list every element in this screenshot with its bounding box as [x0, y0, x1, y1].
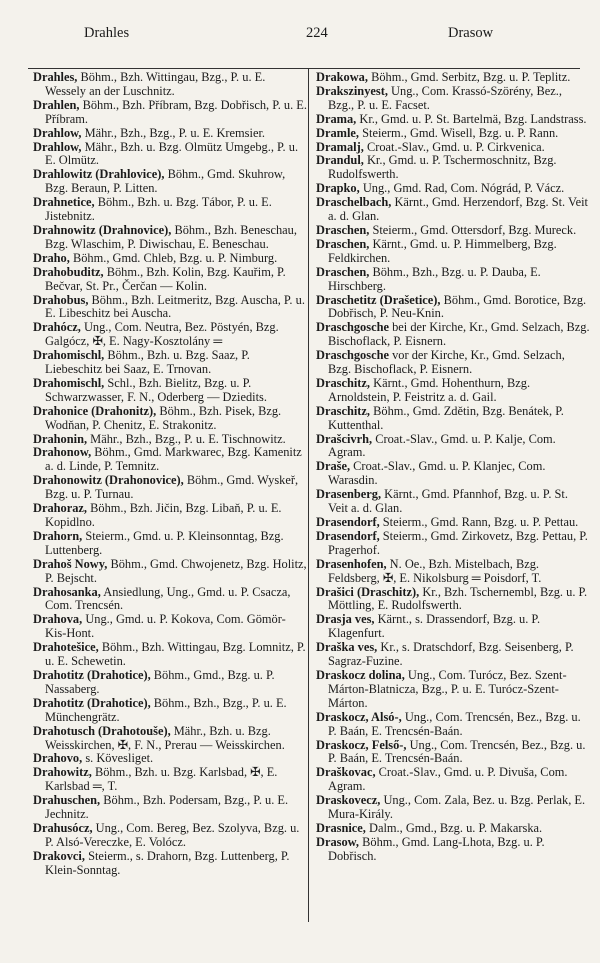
- entry-headword: Drakowa,: [316, 70, 368, 84]
- entry-headword: Drandul,: [316, 153, 364, 168]
- entry-text: Ansiedlung, Ung., Gmd. u. P. Csacza, Com. Trencsén.: [45, 584, 291, 613]
- gazetteer-entry: [316, 321, 590, 349]
- entry-text: Böhm., Gmd. Wyskeř, Bzg. u. P. Turnau.: [45, 473, 299, 502]
- gazetteer-entry: [33, 196, 307, 224]
- entry-headword: Dramle,: [316, 125, 360, 140]
- entry-headword: Drasendorf,: [316, 528, 380, 543]
- entry-headword: Drahnowitz (Drahnovice),: [33, 222, 172, 237]
- entry-headword: Drahotusch (Drahotouše),: [33, 723, 171, 738]
- gazetteer-entry: [316, 530, 590, 558]
- gazetteer-entry: [316, 460, 590, 488]
- entry-headword: Drahova,: [33, 612, 83, 627]
- entry-text: Böhm., Bzh. Pisek, Bzg. Wodňan, P. Chenitz, E. Strakonitz.: [45, 403, 282, 432]
- gazetteer-entry: [33, 752, 307, 766]
- gazetteer-entry: [316, 405, 590, 433]
- entry-headword: Drahovo,: [33, 751, 83, 766]
- gazetteer-entry: [33, 502, 307, 530]
- gazetteer-entry: [316, 71, 590, 85]
- gazetteer-entry: [33, 224, 307, 252]
- entry-headword: Drahobuditz,: [33, 264, 104, 279]
- gazetteer-entry: [33, 168, 307, 196]
- entry-headword: Drahuschen,: [33, 793, 101, 808]
- gazetteer-entry: [316, 586, 590, 614]
- gazetteer-entry: [316, 224, 590, 238]
- entry-text: Böhm., Gmd. Markwarec, Bzg. Kamenitz a. d. Linde, P. Temnitz.: [45, 445, 302, 474]
- entry-text: Böhm., Bzh. u. Bzg. Saaz, P. Liebeschitz bei Saaz, E. Trnovan.: [45, 348, 250, 377]
- gazetteer-entry: [316, 349, 590, 377]
- gazetteer-entry: [316, 113, 590, 127]
- entry-text: Ung., Gmd. Rad, Com. Nógrád, P. Vácz.: [362, 181, 565, 196]
- gazetteer-entry: [33, 474, 307, 502]
- entry-headword: Drahonice (Drahonitz),: [33, 403, 157, 418]
- entry-text: Dalm., Gmd., Bzg. u. P. Makarska.: [369, 820, 543, 835]
- entry-headword: Draschitz,: [316, 375, 371, 390]
- entry-text: Böhm., Bzh. Leitmeritz, Bzg. Auscha, P. u. E. Libeschitz bei Auscha.: [45, 292, 305, 321]
- entry-headword: Drahotitz (Drahotice),: [33, 667, 151, 682]
- entry-text: Kr., s. Dratschdorf, Bzg. Seisenberg, P. Sagraz-Fuzine.: [328, 640, 574, 669]
- gazetteer-entry: [33, 294, 307, 322]
- running-head-left: Drahles: [84, 25, 130, 41]
- gazetteer-entry: [316, 182, 590, 196]
- gazetteer-entry: [316, 558, 590, 586]
- entry-headword: Draskocz, Alsó-,: [316, 709, 402, 724]
- gazetteer-entry: [33, 377, 307, 405]
- gazetteer-entry: [33, 697, 307, 725]
- entry-text: Kärnt., Gmd. Herzendorf, Bzg. St. Veit a. d. Glan.: [328, 195, 588, 224]
- entry-headword: Drahles,: [33, 70, 78, 84]
- entry-text: Böhm., Bzh. u. Bzg. Tábor, P. u. E. Jistebnitz.: [45, 195, 272, 224]
- entry-text: Böhm., Gmd. Serbitz, Bzg. u. P. Teplitz.: [371, 70, 571, 84]
- gazetteer-entry: [316, 141, 590, 155]
- gazetteer-entry: [33, 822, 307, 850]
- entry-headword: Drahomischl,: [33, 348, 105, 363]
- column-divider: [308, 69, 309, 922]
- entry-text: Croat.-Slav., Gmd. u. P. Kalje, Com. Agram.: [328, 431, 556, 460]
- entry-headword: Drahotitz (Drahotice),: [33, 695, 151, 710]
- entry-headword: Draschen,: [316, 236, 370, 251]
- gazetteer-entry: [316, 196, 590, 224]
- entry-text: Ung., Com. Turócz, Bez. Szent-Márton-Blatnicza, Bzg., P. u. E. Turócz-Szent-Márton.: [328, 667, 567, 710]
- entry-headword: Drasenhofen,: [316, 556, 387, 571]
- gazetteer-entry: [33, 433, 307, 447]
- gazetteer-entry: [33, 794, 307, 822]
- entry-text: Steierm., Gmd. Ottersdorf, Bzg. Mureck.: [372, 222, 577, 237]
- gazetteer-entry: [33, 321, 307, 349]
- entry-text: s. Kövesliget.: [85, 751, 154, 766]
- entry-text: Kärnt., Gmd. Hohenthurn, Bzg. Arnoldstein, P. Feistritz a. d. Gail.: [328, 375, 531, 404]
- gazetteer-entry: [33, 669, 307, 697]
- gazetteer-entry: [33, 349, 307, 377]
- entry-headword: Drasenberg,: [316, 487, 382, 502]
- entry-text: Böhm., Gmd. Lang-Lhota, Bzg. u. P. Dobřisch.: [328, 834, 545, 863]
- entry-text: Böhm., Gmd. Skuhrow, Bzg. Beraun, P. Litten.: [45, 167, 286, 196]
- entry-text: Ung., Com. Neutra, Bez. Pöstyén, Bzg. Galgócz, ✠, E. Nagy-Kosztolány ═: [45, 320, 279, 349]
- right-column: [316, 71, 590, 864]
- entry-text: Böhm., Bzh. Wittingau, Bzg. Lomnitz, P. u. E. Schewetin.: [45, 640, 306, 669]
- gazetteer-entry: [316, 433, 590, 461]
- gazetteer-entry: [316, 641, 590, 669]
- entry-text: Steierm., Gmd. Zirkovetz, Bzg. Pettau, P. Pragerhof.: [328, 528, 588, 557]
- entry-headword: Draška ves,: [316, 640, 378, 655]
- entry-text: Böhm., Bzh. Příbram, Bzg. Dobřisch, P. u. E. Příbram.: [45, 97, 307, 126]
- gazetteer-entry: [316, 85, 590, 113]
- header-rule: [28, 68, 580, 69]
- entry-headword: Drahosanka,: [33, 584, 101, 599]
- entry-text: Kr., Gmd. u. P. St. Bartelmä, Bzg. Landstrass.: [359, 111, 587, 126]
- gazetteer-entry: [316, 669, 590, 711]
- entry-headword: Drašici (Draschitz),: [316, 584, 420, 599]
- entry-text: Kärnt., Gmd. Pfannhof, Bzg. u. P. St. Veit a. d. Glan.: [328, 487, 568, 516]
- entry-headword: Draschetitz (Drašetice),: [316, 292, 441, 307]
- entry-text: Kärnt., Gmd. u. P. Himmelberg, Bzg. Feldkirchen.: [328, 236, 557, 265]
- gazetteer-entry: [316, 836, 590, 864]
- entry-text: Ung., Com. Zala, Bez. u. Bzg. Perlak, E. Mura-Király.: [328, 793, 586, 822]
- entry-headword: Drakszinyest,: [316, 83, 388, 98]
- running-head-right: Drasow: [448, 25, 494, 41]
- entry-headword: Draschitz,: [316, 403, 371, 418]
- entry-text: Steierm., Gmd. u. P. Kleinsonntag, Bzg. Luttenberg.: [45, 528, 284, 557]
- gazetteer-entry: [316, 711, 590, 739]
- gazetteer-entry: [33, 266, 307, 294]
- gazetteer-entry: [316, 377, 590, 405]
- left-column: [33, 71, 307, 878]
- entry-headword: Draschen,: [316, 264, 370, 279]
- entry-text: bei der Kirche, Kr., Gmd. Selzach, Bzg. Bischoflack, P. Eisnern.: [328, 320, 590, 349]
- entry-text: Croat.-Slav., Gmd. u. P. Cirkvenica.: [366, 139, 545, 154]
- entry-text: Ung., Gmd. u. P. Kokova, Com. Gömör-Kis-Hont.: [45, 612, 286, 641]
- entry-headword: Drasnice,: [316, 820, 366, 835]
- gazetteer-entry: [33, 850, 307, 878]
- entry-headword: Drahlen,: [33, 97, 80, 112]
- entry-text: Böhm., Bzh., Bzg., P. u. E. Münchengrätz.: [45, 695, 287, 724]
- entry-text: Steierm., Gmd. Wisell, Bzg. u. P. Rann.: [362, 125, 559, 140]
- entry-text: Böhm., Gmd. Chleb, Bzg. u. P. Nimburg.: [72, 250, 278, 265]
- entry-text: Böhm., Bzh. Podersam, Bzg., P. u. E. Jechnitz.: [45, 793, 289, 822]
- gazetteer-entry: [33, 766, 307, 794]
- entry-headword: Drahoraz,: [33, 501, 88, 516]
- gazetteer-entry: [33, 586, 307, 614]
- gazetteer-entry: [316, 516, 590, 530]
- entry-headword: Draskocz dolina,: [316, 667, 405, 682]
- entry-headword: Draschgosche: [316, 348, 389, 363]
- entry-text: Ung., Com. Trencsén, Bez., Bzg. u. P. Baán, E. Trencsén-Baán.: [328, 709, 581, 738]
- entry-headword: Drahlow,: [33, 125, 82, 140]
- entry-headword: Drahonow,: [33, 445, 92, 460]
- entry-text: Schl., Bzh. Bielitz, Bzg. u. P. Schwarzwasser, F. N., Oderberg — Dziedits.: [45, 375, 267, 404]
- entry-headword: Drahomischl,: [33, 375, 105, 390]
- entry-text: Böhm., Bzh., Bzg. u. P. Dauba, E. Hirschberg.: [328, 264, 541, 293]
- entry-text: Böhm., Bzh. Beneschau, Bzg. Wlaschim, P. Diwischau, E. Beneschau.: [45, 222, 297, 251]
- gazetteer-entry: [33, 530, 307, 558]
- entry-text: Böhm., Gmd., Bzg. u. P. Nassaberg.: [45, 667, 275, 696]
- gazetteer-entry: [33, 127, 307, 141]
- entry-headword: Drahonowitz (Drahonovice),: [33, 473, 184, 488]
- gazetteer-entry: [33, 558, 307, 586]
- entry-text: N. Oe., Bzh. Mistelbach, Bzg. Feldsberg, ✠, E. Nikolsburg ═ Poisdorf, T.: [328, 556, 542, 585]
- entry-headword: Drama,: [316, 111, 357, 126]
- entry-headword: Dramalj,: [316, 139, 364, 154]
- entry-headword: Draše,: [316, 459, 351, 474]
- entry-text: Böhm., Gmd. Chwojenetz, Bzg. Holitz, P. Bejscht.: [45, 556, 307, 585]
- gazetteer-entry: [316, 766, 590, 794]
- entry-headword: Draškovac,: [316, 765, 376, 780]
- entry-text: Mähr., Bzh. u. Bzg. Weisskirchen, ✠, F. N., Prerau — Weisskirchen.: [45, 723, 285, 752]
- entry-headword: Drahócz,: [33, 320, 81, 335]
- gazetteer-entry: [316, 154, 590, 182]
- entry-text: Ung., Com. Krassó-Szörény, Bez., Bzg., P. u. E. Facset.: [328, 83, 562, 112]
- entry-text: Steierm., s. Drahorn, Bzg. Luttenberg, P. Klein-Sonntag.: [45, 848, 290, 877]
- entry-headword: Drapko,: [316, 181, 360, 196]
- page-number: 224: [306, 25, 328, 41]
- entry-headword: Draschen,: [316, 222, 370, 237]
- entry-text: Croat.-Slav., Gmd. u. P. Divuša, Com. Agram.: [328, 765, 568, 794]
- gazetteer-entry: [33, 725, 307, 753]
- page-header: [28, 18, 580, 46]
- gazetteer-entry: [316, 127, 590, 141]
- entry-headword: Drakovci,: [33, 848, 85, 863]
- gazetteer-entry: [33, 446, 307, 474]
- entry-text: Kr., Bzh. Tschernembl, Bzg. u. P. Möttling, E. Rudolfswerth.: [328, 584, 588, 613]
- gazetteer-entry: [316, 266, 590, 294]
- entry-text: Mähr., Bzh., Bzg., P. u. E. Tischnowitz.: [90, 431, 286, 446]
- entry-text: Böhm., Bzh. u. Bzg. Karlsbad, ✠, E. Karlsbad ═, T.: [45, 765, 278, 794]
- entry-headword: Drasow,: [316, 834, 360, 849]
- gazetteer-entry: [316, 794, 590, 822]
- entry-headword: Drahoš Nowy,: [33, 556, 108, 571]
- gazetteer-entry: [33, 99, 307, 127]
- entry-headword: Drahonin,: [33, 431, 88, 446]
- entry-text: Mähr., Bzh., Bzg., P. u. E. Kremsier.: [84, 125, 265, 140]
- entry-text: Mähr., Bzh. u. Bzg. Olmütz Umgebg., P. u. E. Olmütz.: [45, 139, 299, 168]
- entry-headword: Drasja ves,: [316, 612, 375, 627]
- gazetteer-entry: [316, 739, 590, 767]
- entry-text: Steierm., Gmd. Rann, Bzg. u. P. Pettau.: [382, 515, 579, 529]
- entry-text: Kr., Gmd. u. P. Tschermoschnitz, Bzg. Rudolfswerth.: [328, 153, 557, 182]
- gazetteer-entry: [316, 238, 590, 266]
- entry-headword: Drahusócz,: [33, 820, 93, 835]
- entry-headword: Draskovecz,: [316, 793, 381, 808]
- entry-headword: Drahowitz,: [33, 765, 92, 780]
- gazetteer-entry: [316, 822, 590, 836]
- entry-text: Böhm., Bzh. Wittingau, Bzg., P. u. E. Wessely an der Luschnitz.: [45, 70, 266, 98]
- entry-headword: Drašcivrh,: [316, 431, 373, 446]
- entry-text: Böhm., Gmd. Zdětin, Bzg. Benátek, P. Kuttenthal.: [328, 403, 564, 432]
- entry-headword: Drasendorf,: [316, 515, 380, 529]
- gazetteer-entry: [33, 71, 307, 99]
- gazetteer-entry: [316, 613, 590, 641]
- entry-text: Croat.-Slav., Gmd. u. P. Klanjec, Com. Warasdin.: [328, 459, 546, 488]
- gazetteer-entry: [33, 405, 307, 433]
- gazetteer-entry: [33, 141, 307, 169]
- gazetteer-entry: [33, 641, 307, 669]
- gazetteer-entry: [33, 613, 307, 641]
- entry-text: Böhm., Bzh. Jičin, Bzg. Libaň, P. u. E. Kopidlno.: [45, 501, 282, 529]
- gazetteer-entry: [316, 294, 590, 322]
- entry-headword: Draskocz, Felső-,: [316, 737, 407, 752]
- entry-headword: Drahlow,: [33, 139, 82, 154]
- entry-text: Böhm., Bzh. Kolin, Bzg. Kauřim, P. Bečvar, St. Pr., Čerčan — Kolin.: [45, 264, 286, 293]
- entry-text: Ung., Com. Trencsén, Bez., Bzg. u. P. Baán, E. Trencsén-Baán.: [328, 737, 586, 766]
- entry-headword: Drahlowitz (Drahlovice),: [33, 167, 165, 182]
- entry-text: Kärnt., s. Drassendorf, Bzg. u. P. Klagenfurt.: [328, 612, 541, 641]
- entry-headword: Draschelbach,: [316, 195, 392, 210]
- entry-headword: Drahobus,: [33, 292, 89, 307]
- entry-text: Ung., Com. Bereg, Bez. Szolyva, Bzg. u. P. Alsó-Vereczke, E. Volócz.: [45, 820, 300, 849]
- entry-headword: Drahnetice,: [33, 195, 95, 210]
- entry-headword: Drahorn,: [33, 528, 83, 543]
- entry-headword: Drahotešice,: [33, 640, 99, 655]
- gazetteer-entry: [33, 252, 307, 266]
- entry-text: Böhm., Gmd. Borotice, Bzg. Dobřisch, P. Neu-Knin.: [328, 292, 587, 321]
- entry-headword: Draho,: [33, 250, 70, 265]
- entry-text: vor der Kirche, Kr., Gmd. Selzach, Bzg. Bischoflack, P. Eisnern.: [328, 348, 565, 377]
- gazetteer-entry: [316, 488, 590, 516]
- entry-headword: Draschgosche: [316, 320, 389, 335]
